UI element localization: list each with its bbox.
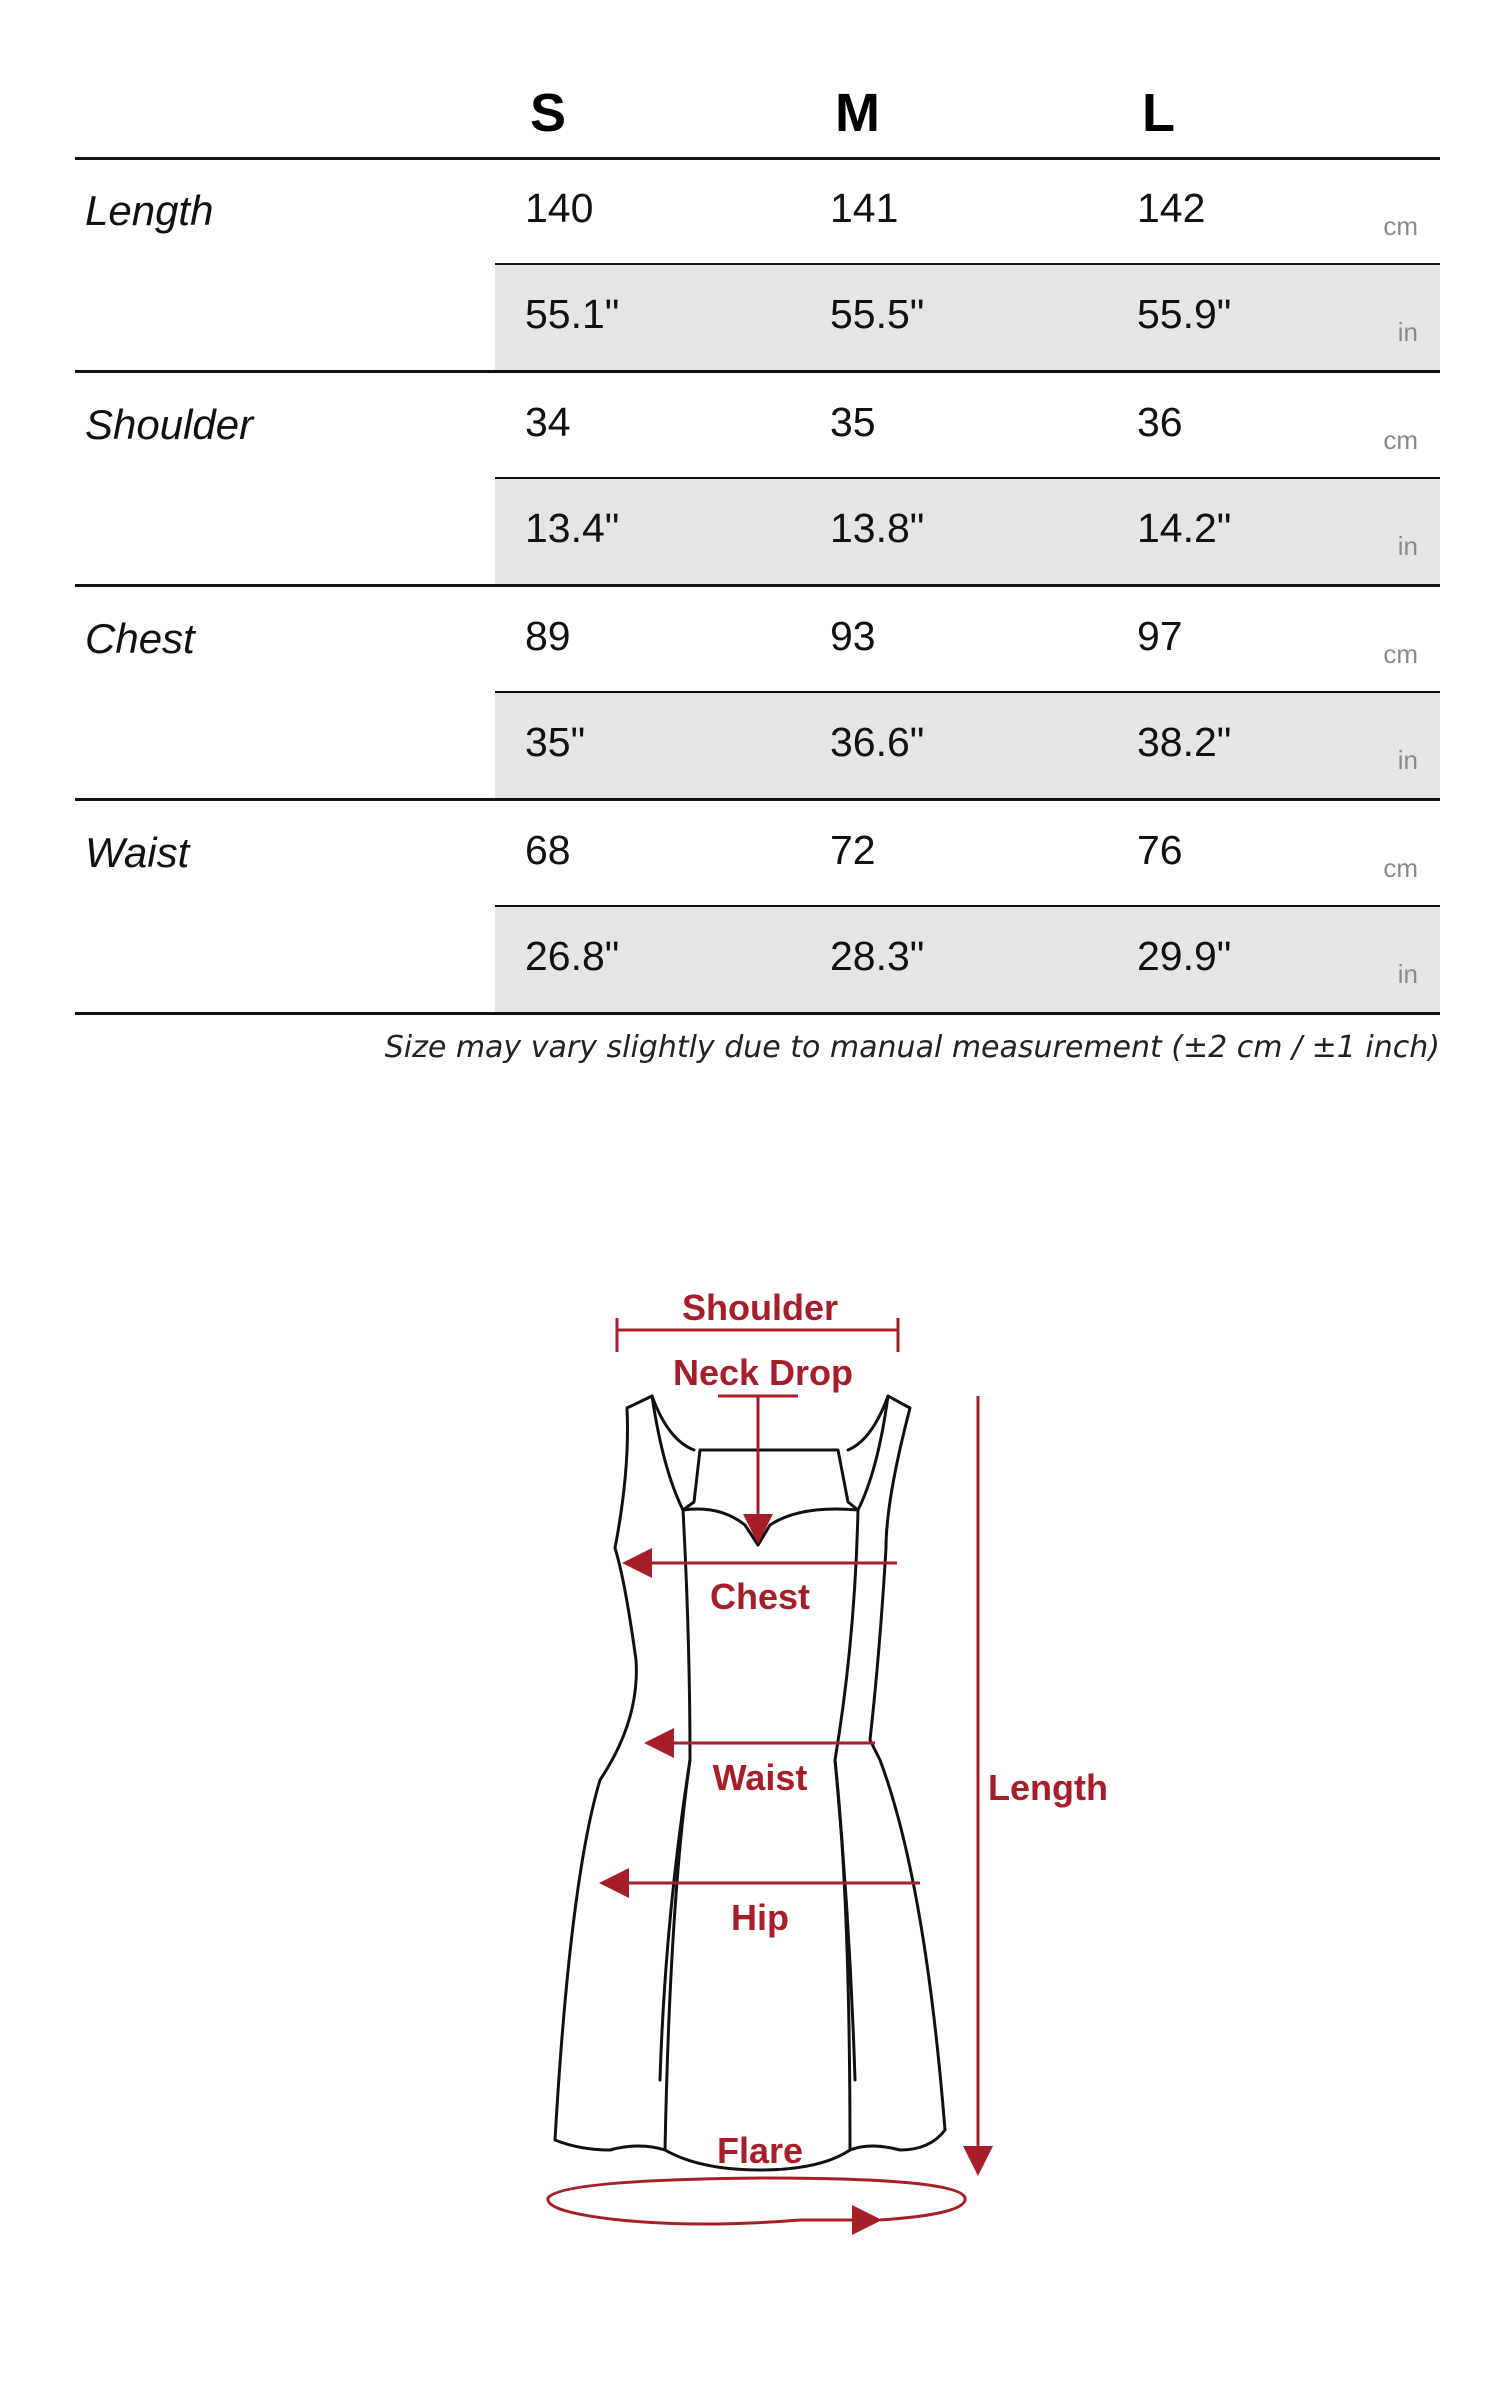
- measurement-note: Size may vary slightly due to manual measurement (±2 cm / ±1 inch): [384, 1030, 1440, 1065]
- unit-label: in: [1397, 317, 1418, 347]
- value-cell: 38.2": [1137, 719, 1232, 765]
- size-header-s: S: [530, 83, 567, 143]
- value-cell: 97: [1137, 613, 1183, 659]
- value-cell: 141: [830, 185, 899, 231]
- value-cell: 142: [1137, 185, 1206, 231]
- unit-label: in: [1397, 959, 1418, 989]
- measurement-label: Waist: [85, 829, 190, 876]
- diagram-label-shoulder: Shoulder: [681, 1287, 839, 1328]
- diagram-label-length: Length: [988, 1767, 1108, 1808]
- unit-label: in: [1397, 531, 1418, 561]
- value-cell: 140: [525, 185, 594, 231]
- value-cell: 29.9": [1137, 933, 1232, 979]
- unit-label: cm: [1383, 639, 1418, 669]
- value-cell: 35: [830, 399, 876, 445]
- diagram-label-waist: Waist: [712, 1757, 808, 1798]
- diagram-label-chest: Chest: [709, 1576, 811, 1617]
- measurement-label: Chest: [85, 615, 195, 662]
- value-cell: 36.6": [830, 719, 925, 765]
- unit-label: cm: [1383, 211, 1418, 241]
- value-cell: 72: [830, 827, 876, 873]
- unit-label: cm: [1383, 425, 1418, 455]
- value-cell: 89: [525, 613, 571, 659]
- size-header-m: M: [835, 83, 880, 143]
- value-cell: 93: [830, 613, 876, 659]
- value-cell: 28.3": [830, 933, 925, 979]
- value-cell: 68: [525, 827, 571, 873]
- diagram-label-neck-drop: Neck Drop: [672, 1352, 854, 1393]
- value-cell: 26.8": [525, 933, 620, 979]
- value-cell: 55.5": [830, 291, 925, 337]
- diagram-label-flare: Flare: [716, 2130, 804, 2171]
- value-cell: 36: [1137, 399, 1183, 445]
- measurement-label: Shoulder: [85, 401, 254, 448]
- value-cell: 34: [525, 399, 571, 445]
- unit-label: in: [1397, 745, 1418, 775]
- size-header-l: L: [1142, 83, 1175, 143]
- value-cell: 55.9": [1137, 291, 1232, 337]
- value-cell: 13.8": [830, 505, 925, 551]
- value-cell: 14.2": [1137, 505, 1232, 551]
- value-cell: 55.1": [525, 291, 620, 337]
- measurement-label: Length: [85, 187, 214, 234]
- diagram-label-hip: Hip: [731, 1897, 789, 1938]
- value-cell: 13.4": [525, 505, 620, 551]
- unit-label: cm: [1383, 853, 1418, 883]
- value-cell: 76: [1137, 827, 1183, 873]
- value-cell: 35": [525, 719, 586, 765]
- flare-ellipse: [548, 2178, 965, 2224]
